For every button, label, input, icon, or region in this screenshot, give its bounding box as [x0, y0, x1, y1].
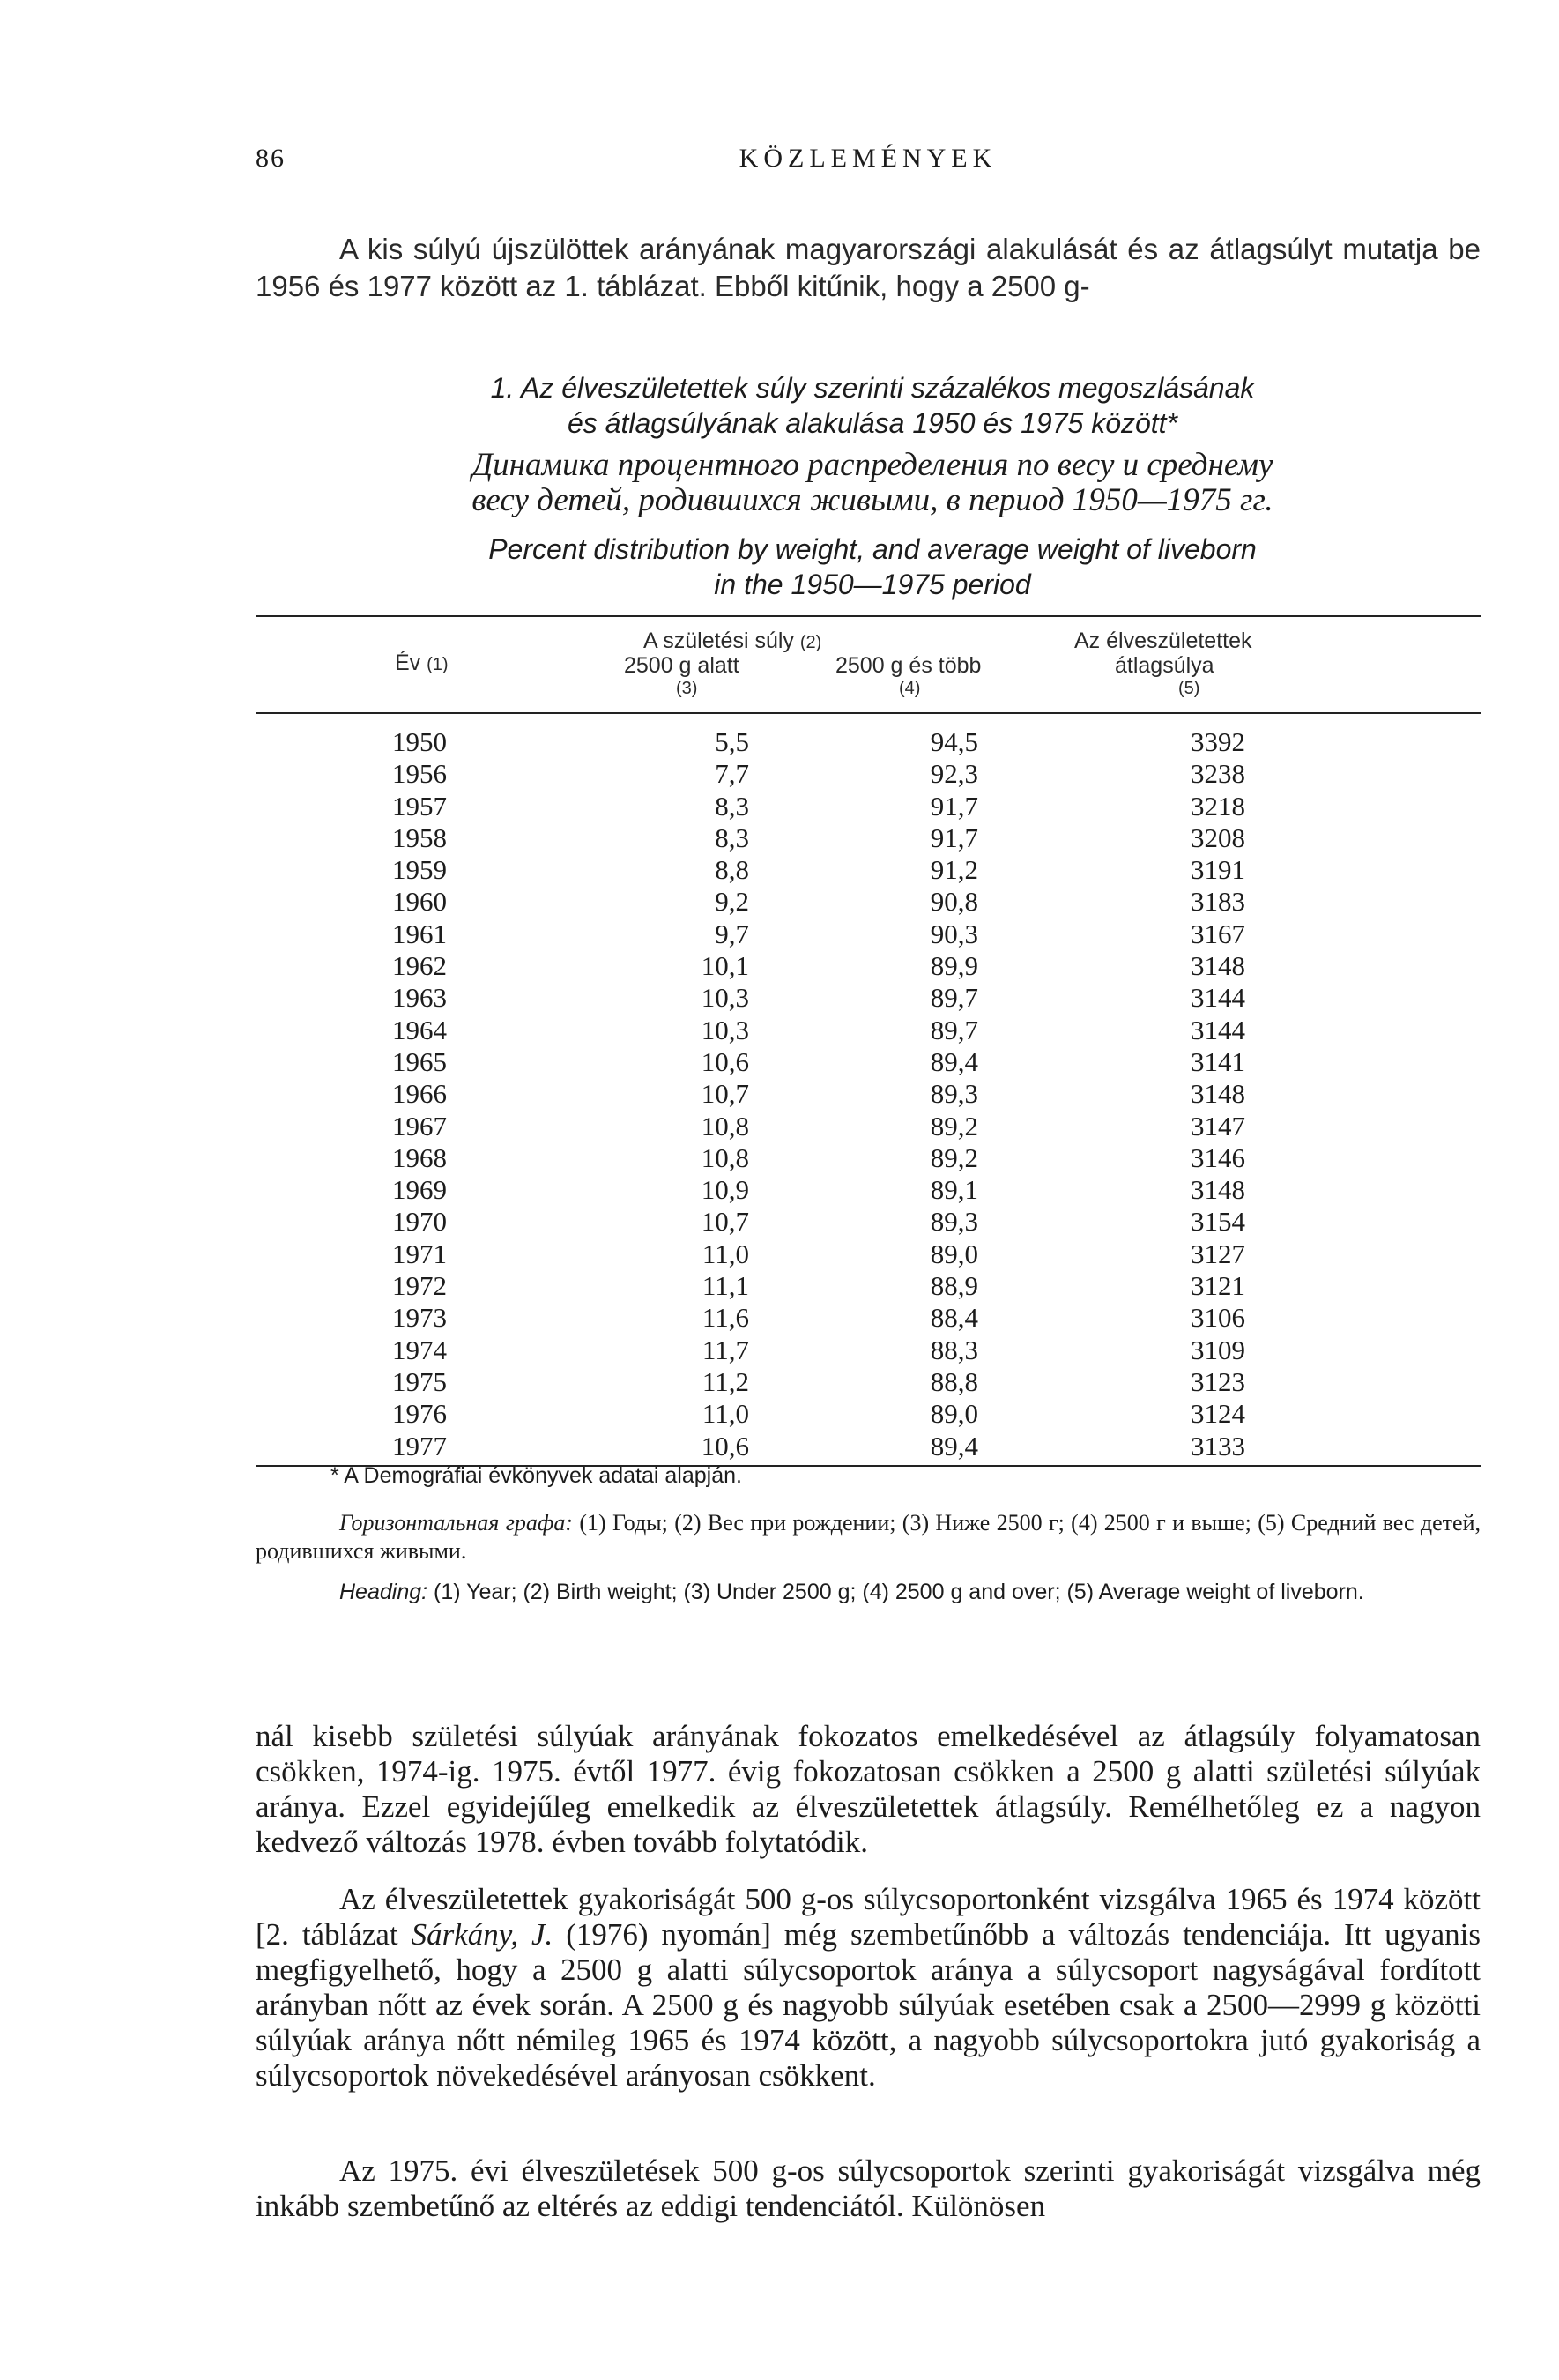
cell-2500-and-over: 89,9 — [930, 950, 978, 982]
table-row — [256, 1366, 1481, 1398]
table-row — [256, 1111, 1481, 1142]
header-birth-weight — [643, 628, 821, 654]
cell-2500-and-over: 89,7 — [930, 982, 978, 1014]
cell-year: 1976 — [392, 1398, 447, 1430]
cell-year: 1971 — [392, 1238, 447, 1269]
caption-en-line-2: in the 1950—1975 period — [714, 569, 1031, 600]
cell-under-2500: 9,7 — [715, 918, 749, 949]
header-birth-weight-num: (2) — [799, 633, 822, 652]
table-row — [256, 1142, 1481, 1174]
table-row — [256, 1174, 1481, 1206]
cell-year: 1975 — [392, 1365, 447, 1397]
cell-2500-and-over: 89,7 — [930, 1014, 978, 1045]
table-row — [256, 919, 1481, 950]
cell-under-2500: 10,6 — [701, 1045, 749, 1077]
header-year-num: (1) — [427, 655, 449, 674]
cell-under-2500: 7,7 — [715, 758, 749, 790]
cell-year: 1974 — [392, 1334, 447, 1365]
cell-average-weight: 3167 — [1191, 918, 1245, 949]
table-row — [256, 950, 1481, 982]
cell-average-weight: 3144 — [1191, 1014, 1245, 1045]
note-ru-label: Горизонтальная графа: — [339, 1510, 573, 1536]
cell-year: 1957 — [392, 790, 447, 822]
table-row — [256, 1398, 1481, 1430]
cell-average-weight: 3127 — [1191, 1238, 1245, 1269]
cell-average-weight: 3183 — [1191, 886, 1245, 918]
table-row — [256, 1078, 1481, 1110]
note-ru-text: (1) Годы; (2) Вес при рождении; (3) Ниже 2500 г; (4) 2500 г и выше; (5) Средний вес детей, родившихся живыми. — [256, 1510, 1481, 1564]
header-year — [395, 651, 449, 676]
cell-2500-and-over: 90,3 — [930, 918, 978, 949]
caption-hu-line-1: 1. Az élveszületettek súly szerinti százalékos megoszlásának — [490, 372, 1255, 404]
cell-average-weight: 3123 — [1191, 1365, 1245, 1397]
cell-average-weight: 3133 — [1191, 1430, 1245, 1461]
cell-year: 1964 — [392, 1014, 447, 1045]
table-row — [256, 822, 1481, 854]
cell-under-2500: 9,2 — [715, 886, 749, 918]
cell-under-2500: 10,8 — [701, 1110, 749, 1142]
table-header — [256, 624, 1481, 712]
body-p2-citation: Sárkány, J. — [411, 1917, 553, 1952]
cell-average-weight: 3121 — [1191, 1270, 1245, 1302]
table-note-english — [256, 1578, 1481, 1606]
cell-year: 1972 — [392, 1270, 447, 1302]
cell-under-2500: 10,8 — [701, 1142, 749, 1173]
table-caption-hungarian — [388, 370, 1357, 441]
cell-under-2500: 5,5 — [715, 726, 749, 757]
cell-year: 1962 — [392, 950, 447, 982]
table-body — [256, 726, 1481, 1462]
cell-average-weight: 3238 — [1191, 758, 1245, 790]
table-caption-english — [388, 532, 1357, 602]
body-paragraph-2 — [256, 1882, 1481, 2094]
table-row — [256, 982, 1481, 1014]
running-title: KÖZLEMÉNYEK — [739, 144, 998, 173]
table-row — [256, 1335, 1481, 1366]
body-p2-part-a: Az élveszületettek gyakoriságát 500 g-os súlycsoportonként vizsgálva 1965 és 1974 között [2. táblázat — [256, 1882, 1481, 1952]
cell-2500-and-over: 91,7 — [930, 822, 978, 853]
cell-2500-and-over: 92,3 — [930, 758, 978, 790]
cell-average-weight: 3392 — [1191, 726, 1245, 757]
table-caption-russian — [388, 448, 1357, 518]
cell-under-2500: 11,0 — [702, 1398, 749, 1430]
body-paragraph-1: nál kisebb születési súlyúak arányának fokozatos emelkedésével az átlagsúly folyamatosan csökken, 1974-ig. 1975. évtől 1977. évig fokozatosan csökken a 2500 g alatti születési súlyúak aránya. Ezzel egyidejűleg emelkedik az élveszületettek átlagsúly. Remélhetőleg ez a nagyon kedvező változás 1978. évben tovább folytatódik. — [256, 1719, 1481, 1859]
cell-year: 1968 — [392, 1142, 447, 1173]
table-row — [256, 1431, 1481, 1462]
table-row — [256, 758, 1481, 790]
cell-under-2500: 10,3 — [701, 1014, 749, 1045]
header-avg-line-2: átlagsúlya — [1115, 653, 1214, 678]
cell-2500-and-over: 89,2 — [930, 1142, 978, 1173]
cell-under-2500: 11,6 — [702, 1302, 749, 1334]
cell-average-weight: 3146 — [1191, 1142, 1245, 1173]
intro-paragraph: A kis súlyú újszülöttek arányának magyarországi alakulását és az átlagsúlyt mutatja be 1956 és 1977 között az 1. táblázat. Ebből kitűnik, hogy a 2500 g- — [256, 233, 1481, 302]
header-birth-weight-label: A születési súly — [643, 628, 794, 653]
cell-average-weight: 3106 — [1191, 1302, 1245, 1334]
cell-year: 1960 — [392, 886, 447, 918]
table-row — [256, 1270, 1481, 1302]
cell-year: 1961 — [392, 918, 447, 949]
table-top-rule — [256, 615, 1481, 617]
header-avg-num: (5) — [1178, 679, 1200, 698]
cell-2500-and-over: 88,9 — [930, 1270, 978, 1302]
cell-2500-and-over: 91,7 — [930, 790, 978, 822]
cell-under-2500: 10,6 — [701, 1430, 749, 1461]
cell-under-2500: 10,7 — [701, 1206, 749, 1238]
cell-under-2500: 11,2 — [702, 1365, 749, 1397]
cell-2500-and-over: 89,3 — [930, 1206, 978, 1238]
cell-year: 1969 — [392, 1174, 447, 1206]
cell-under-2500: 11,1 — [702, 1270, 749, 1302]
cell-average-weight: 3147 — [1191, 1110, 1245, 1142]
header-over-num: (4) — [899, 679, 921, 698]
header-year-label: Év — [395, 651, 421, 675]
cell-average-weight: 3148 — [1191, 1078, 1245, 1110]
table-row — [256, 1302, 1481, 1334]
note-en-label: Heading: — [339, 1580, 428, 1604]
cell-average-weight: 3144 — [1191, 982, 1245, 1014]
caption-ru-line-2: весу детей, родившихся живыми, в период 1950—1975 гг. — [471, 482, 1273, 518]
cell-year: 1970 — [392, 1206, 447, 1238]
cell-under-2500: 10,9 — [701, 1174, 749, 1206]
cell-average-weight: 3148 — [1191, 1174, 1245, 1206]
cell-average-weight: 3124 — [1191, 1398, 1245, 1430]
header-under-num: (3) — [676, 679, 698, 698]
cell-2500-and-over: 88,8 — [930, 1365, 978, 1397]
caption-hu-line-2: és átlagsúlyának alakulása 1950 és 1975 között* — [567, 407, 1178, 439]
cell-average-weight: 3109 — [1191, 1334, 1245, 1365]
table-row — [256, 726, 1481, 758]
cell-average-weight: 3191 — [1191, 854, 1245, 886]
cell-2500-and-over: 89,1 — [930, 1174, 978, 1206]
table-row — [256, 886, 1481, 918]
body-paragraph-3: Az 1975. évi élveszületések 500 g-os súlycsoportok szerinti gyakoriságát vizsgálva még inkább szembetűnő az eltérés az eddigi tendenciától. Különösen — [256, 2153, 1481, 2223]
table-header-rule — [256, 712, 1481, 714]
cell-under-2500: 10,1 — [701, 950, 749, 982]
cell-year: 1950 — [392, 726, 447, 757]
cell-year: 1967 — [392, 1110, 447, 1142]
cell-year: 1963 — [392, 982, 447, 1014]
table-row — [256, 1238, 1481, 1270]
table-footnote: * A Demográfiai évkönyvek adatai alapján. — [330, 1463, 742, 1488]
cell-under-2500: 8,3 — [715, 822, 749, 853]
cell-year: 1965 — [392, 1045, 447, 1077]
body-p2-part-b: (1976) nyomán] még szembetűnőbb a változás tendenciája. Itt ugyanis megfigyelhető, hogy a 2500 g alatti súlycsoportok aránya a súlycsoport nagyságával fordított arányban nőtt az évek során. A 2500 g és nagyobb súlyúak esetében csak a 2500—2999 g közötti súlyúak aránya nőtt némileg 1965 és 1974 között, a nagyobb súlycsoportokra jutó gyakoriság a súlycsoportok növekedésével arányosan csökkent. — [256, 1917, 1481, 2093]
cell-2500-and-over: 94,5 — [930, 726, 978, 757]
header-avg-line-1: Az élveszületettek — [1074, 628, 1252, 653]
cell-2500-and-over: 89,4 — [930, 1045, 978, 1077]
cell-under-2500: 8,3 — [715, 790, 749, 822]
table-row — [256, 1046, 1481, 1078]
cell-average-weight: 3208 — [1191, 822, 1245, 853]
cell-average-weight: 3148 — [1191, 950, 1245, 982]
cell-year: 1966 — [392, 1078, 447, 1110]
cell-year: 1977 — [392, 1430, 447, 1461]
table-row — [256, 1015, 1481, 1046]
cell-average-weight: 3141 — [1191, 1045, 1245, 1077]
cell-2500-and-over: 91,2 — [930, 854, 978, 886]
running-head — [256, 144, 1481, 188]
cell-2500-and-over: 89,2 — [930, 1110, 978, 1142]
cell-average-weight: 3218 — [1191, 790, 1245, 822]
table-row — [256, 791, 1481, 822]
cell-year: 1956 — [392, 758, 447, 790]
cell-2500-and-over: 89,4 — [930, 1430, 978, 1461]
table-row — [256, 1206, 1481, 1238]
note-en-text: (1) Year; (2) Birth weight; (3) Under 2500 g; (4) 2500 g and over; (5) Average weight of liveborn. — [427, 1580, 1364, 1604]
caption-ru-line-1: Динамика процентного распределения по весу и среднему — [471, 447, 1273, 483]
cell-2500-and-over: 88,4 — [930, 1302, 978, 1334]
caption-en-line-1: Percent distribution by weight, and average weight of liveborn — [488, 533, 1257, 565]
cell-under-2500: 11,0 — [702, 1238, 749, 1269]
cell-year: 1959 — [392, 854, 447, 886]
cell-under-2500: 11,7 — [702, 1334, 749, 1365]
cell-average-weight: 3154 — [1191, 1206, 1245, 1238]
cell-under-2500: 10,7 — [701, 1078, 749, 1110]
cell-2500-and-over: 90,8 — [930, 886, 978, 918]
cell-under-2500: 8,8 — [715, 854, 749, 886]
cell-year: 1973 — [392, 1302, 447, 1334]
cell-under-2500: 10,3 — [701, 982, 749, 1014]
table-row — [256, 854, 1481, 886]
cell-2500-and-over: 89,3 — [930, 1078, 978, 1110]
table-note-russian — [256, 1509, 1481, 1566]
header-under: 2500 g alatt — [624, 653, 739, 678]
page-number: 86 — [256, 144, 286, 173]
cell-2500-and-over: 89,0 — [930, 1238, 978, 1269]
cell-2500-and-over: 89,0 — [930, 1398, 978, 1430]
cell-year: 1958 — [392, 822, 447, 853]
header-over: 2500 g és több — [835, 653, 982, 678]
cell-2500-and-over: 88,3 — [930, 1334, 978, 1365]
